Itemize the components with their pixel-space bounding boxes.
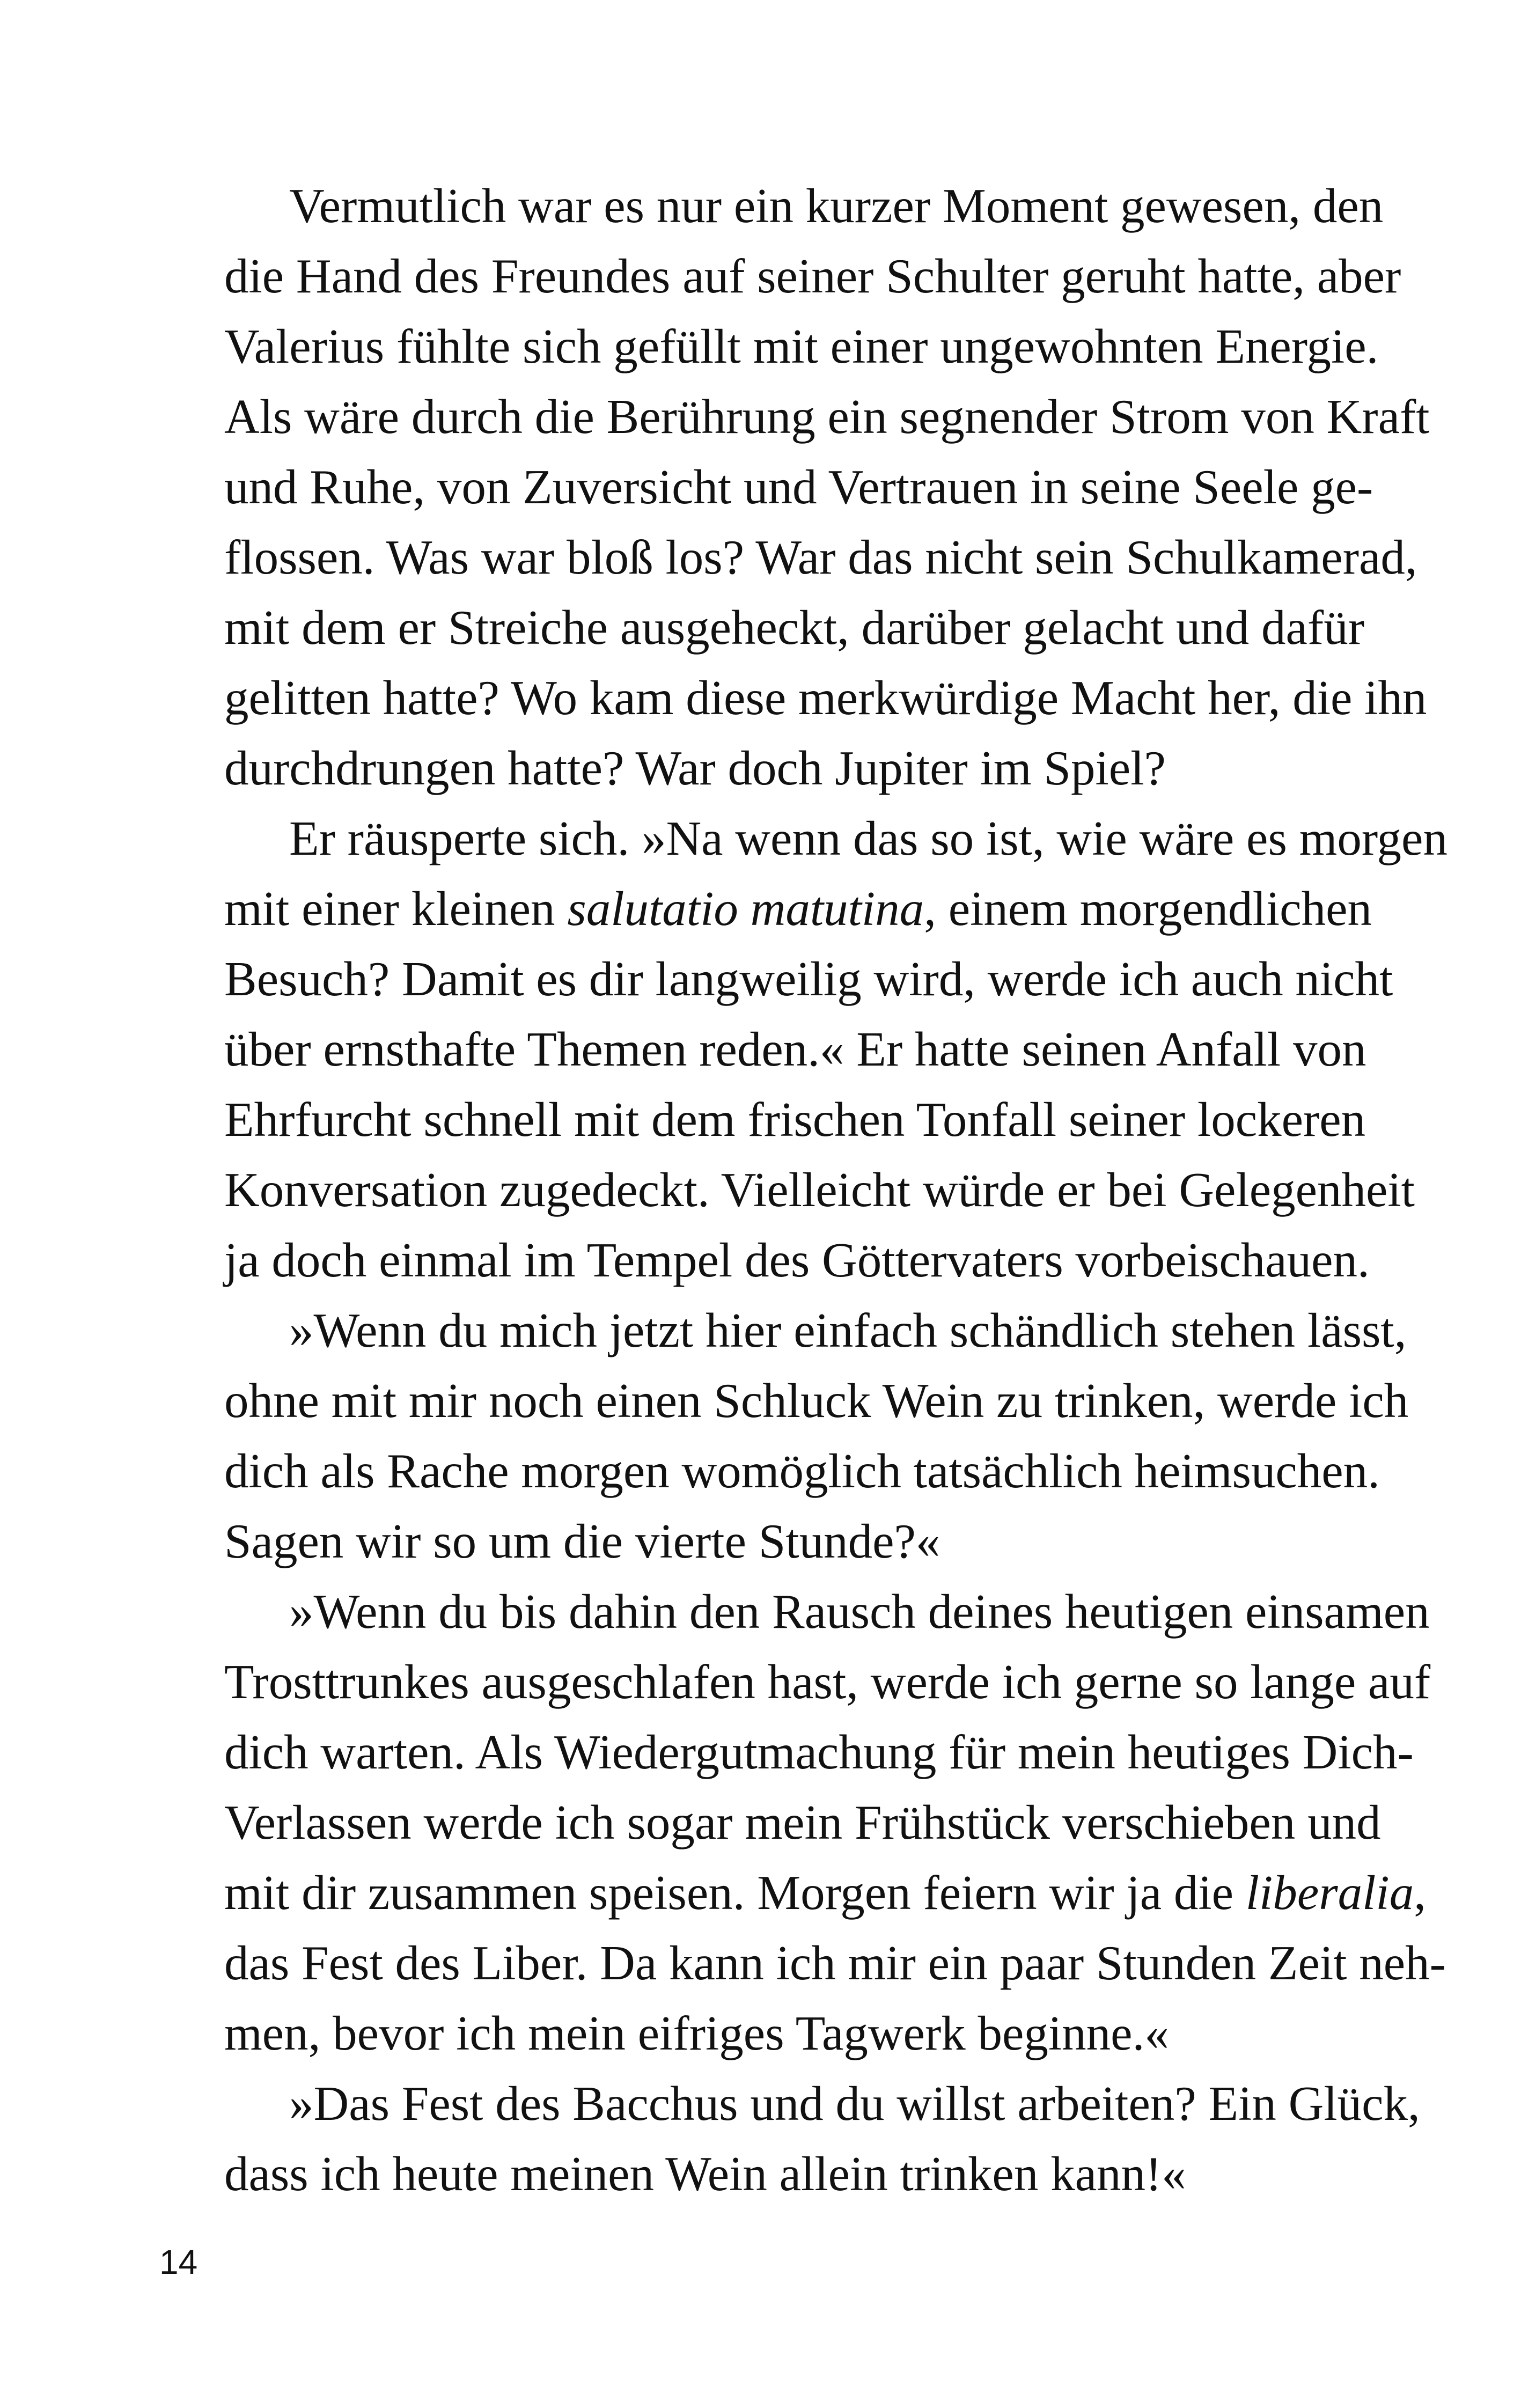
text-line: mit dem er Streiche ausgeheckt, darüber gelacht und dafür: [224, 600, 1364, 655]
text-line: das Fest des Liber. Da kann ich mir ein paar Stunden Zeit neh-: [224, 1936, 1446, 1990]
text-line: ja doch einmal im Tempel des Göttervaters vorbeischauen.: [224, 1233, 1370, 1287]
paragraph-1: [159, 171, 1430, 803]
text-line: Vermutlich war es nur ein kurzer Moment gewesen, den: [289, 179, 1384, 233]
text-line: Er räusperte sich. »Na wenn das so ist, wie wäre es morgen: [289, 811, 1447, 865]
text-run: , einem morgendlichen: [924, 882, 1372, 936]
text-line: gelitten hatte? Wo kam diese merkwürdige Macht her, die ihn: [224, 671, 1427, 725]
text-line: Trosttrunkes ausgeschlafen hast, werde ich gerne so lange auf: [224, 1655, 1431, 1709]
paragraph-4: [159, 1576, 1446, 2068]
text-line: Als wäre durch die Berührung ein segnender Strom von Kraft: [224, 390, 1430, 444]
text-line: durchdrungen hatte? War doch Jupiter im Spiel?: [224, 741, 1166, 795]
text-line: Besuch? Damit es dir langweilig wird, werde ich auch nicht: [224, 952, 1393, 1006]
text-line: Valerius fühlte sich gefüllt mit einer ungewohnten Energie.: [224, 319, 1379, 373]
text-line: Ehrfurcht schnell mit dem frischen Tonfall seiner lockeren: [224, 1092, 1366, 1147]
text-line-with-italic: [159, 1858, 1426, 1928]
text-line: Verlassen werde ich sogar mein Frühstück verschieben und: [224, 1795, 1381, 1849]
italic-term: salutatio matutina: [567, 882, 924, 936]
text-line: »Wenn du mich jetzt hier einfach schändlich stehen lässt,: [289, 1303, 1407, 1357]
page-number: 14: [159, 2243, 198, 2281]
paragraph-5: [159, 2068, 1420, 2209]
text-line: über ernsthafte Themen reden.« Er hatte seinen Anfall von: [224, 1022, 1366, 1076]
text-line: ohne mit mir noch einen Schluck Wein zu trinken, werde ich: [224, 1374, 1409, 1428]
text-line: Sagen wir so um die vierte Stunde?«: [224, 1514, 940, 1568]
text-line: flossen. Was war bloß los? War das nicht sein Schulkamerad,: [224, 530, 1417, 584]
text-run: mit dir zusammen speisen. Morgen feiern wir ja die: [224, 1866, 1246, 1920]
text-line: und Ruhe, von Zuversicht und Vertrauen in seine Seele ge-: [224, 460, 1373, 514]
text-run: ,: [1414, 1866, 1426, 1920]
text-line-with-italic: [159, 873, 1372, 944]
text-line: dich warten. Als Wiedergutmachung für mein heutiges Dich-: [224, 1725, 1414, 1779]
body-text: [159, 171, 1447, 2209]
text-line: »Wenn du bis dahin den Rausch deines heutigen einsamen: [289, 1584, 1430, 1639]
text-line: dass ich heute meinen Wein allein trinken kann!«: [224, 2147, 1186, 2201]
paragraph-3: [159, 1295, 1409, 1576]
text-line: die Hand des Freundes auf seiner Schulter geruht hatte, aber: [224, 249, 1401, 303]
text-line: Konversation zugedeckt. Vielleicht würde er bei Gelegenheit: [224, 1163, 1415, 1217]
text-run: mit einer kleinen: [224, 882, 568, 936]
text-line: dich als Rache morgen womöglich tatsächlich heimsuchen.: [224, 1444, 1380, 1498]
text-line: men, bevor ich mein eifriges Tagwerk beginne.«: [224, 2006, 1169, 2060]
paragraph-2: [159, 803, 1447, 1295]
text-line: »Das Fest des Bacchus und du willst arbeiten? Ein Glück,: [289, 2076, 1420, 2131]
italic-term: liberalia: [1245, 1866, 1414, 1920]
